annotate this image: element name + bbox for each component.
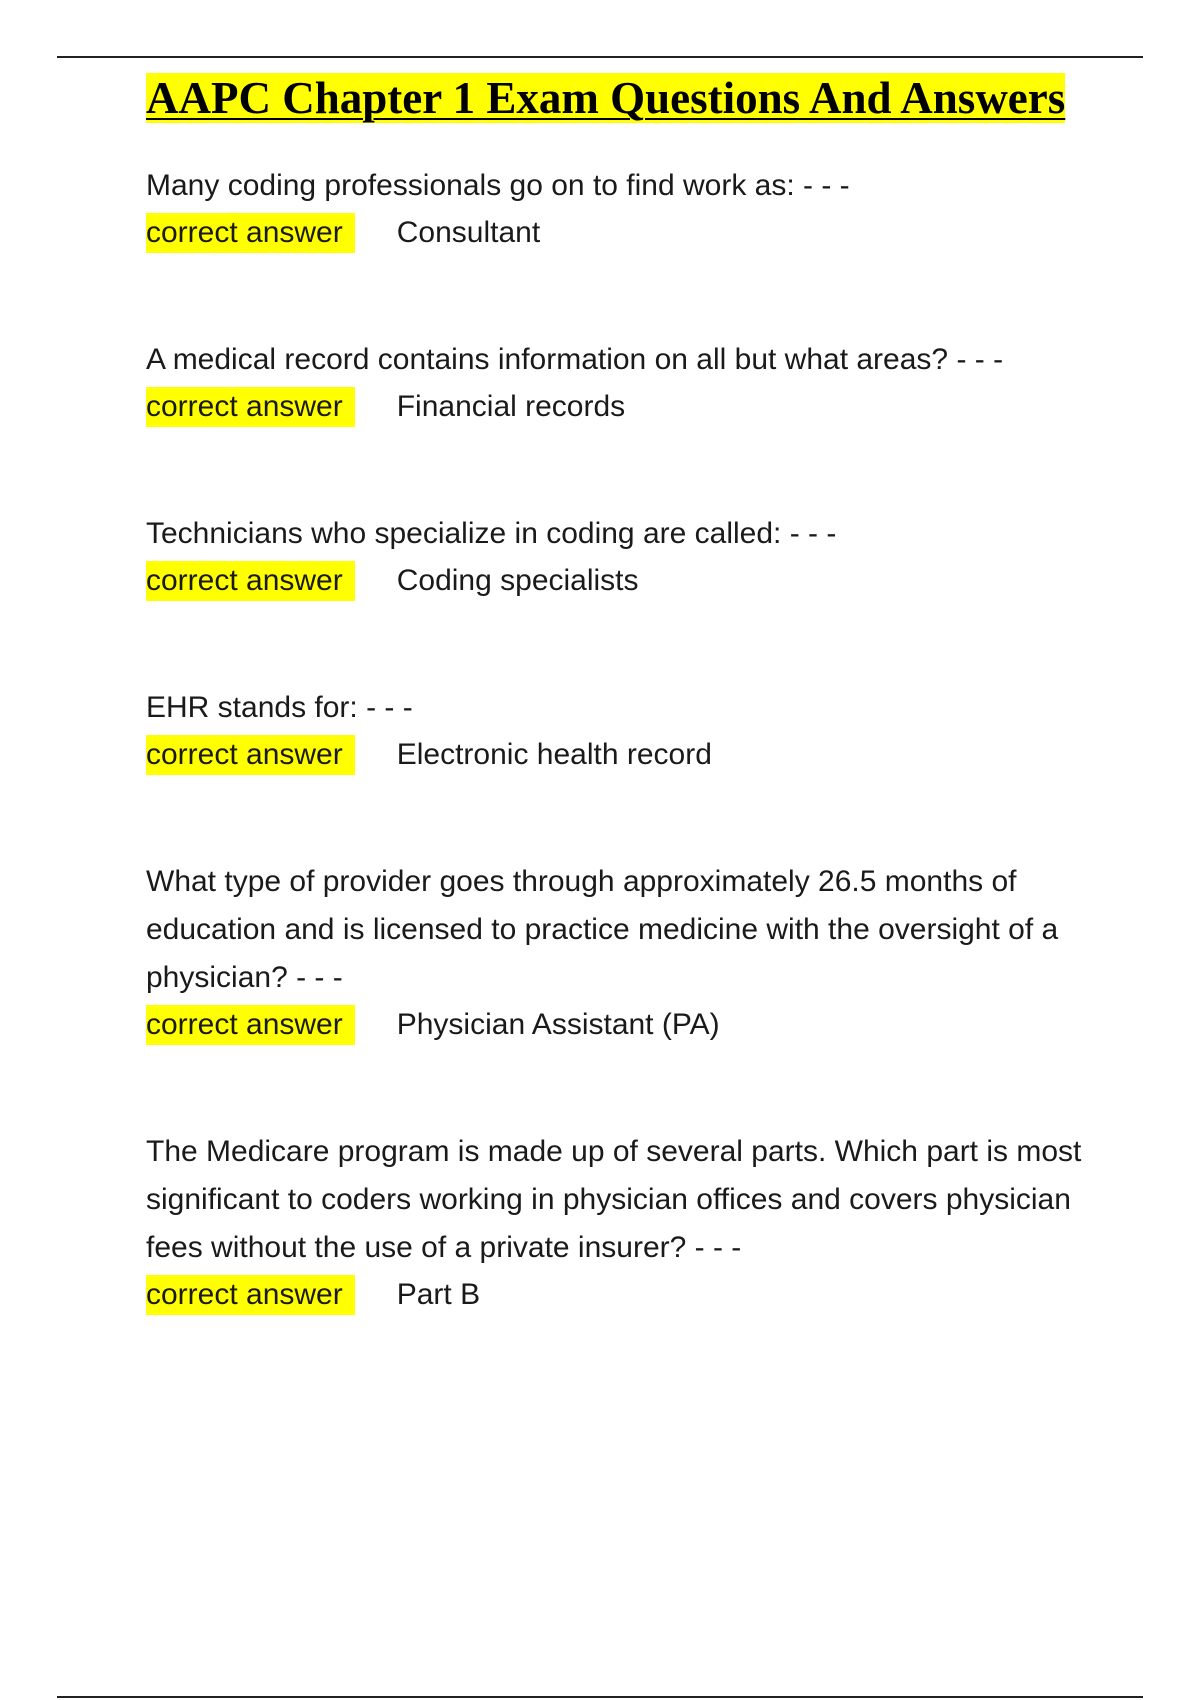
- answer-row: [146, 1002, 1106, 1048]
- correct-answer-label: correct answer: [146, 561, 355, 601]
- qa-item-1: [146, 162, 1106, 256]
- document-title: [146, 70, 1106, 126]
- answer-text: Coding specialists: [396, 564, 639, 597]
- qa-item-3: [146, 510, 1106, 604]
- qa-item-2: [146, 336, 1106, 430]
- top-rule: [57, 56, 1143, 58]
- answer-text: Electronic health record: [396, 738, 712, 771]
- bottom-rule: [57, 1696, 1143, 1698]
- qa-item-4: [146, 684, 1106, 778]
- correct-answer-label: correct answer: [146, 1275, 355, 1315]
- correct-answer-label: correct answer: [146, 213, 355, 253]
- question-text: Many coding professionals go on to find work as: - - -: [146, 169, 850, 202]
- answer-row: [146, 384, 1106, 430]
- correct-answer-label: correct answer: [146, 387, 355, 427]
- answer-row: [146, 210, 1106, 256]
- question-text: The Medicare program is made up of several parts. Which part is most significant to coders working in physician offices and covers physician fees without the use of a private insurer? - - -: [146, 1135, 1082, 1264]
- question-text: Technicians who specialize in coding are called: - - -: [146, 517, 837, 550]
- answer-row: [146, 732, 1106, 778]
- answer-row: [146, 1272, 1106, 1318]
- answer-row: [146, 558, 1106, 604]
- document-body: [146, 70, 1106, 1318]
- answer-text: Consultant: [396, 216, 541, 249]
- correct-answer-label: correct answer: [146, 1005, 355, 1045]
- question-text: EHR stands for: - - -: [146, 691, 413, 724]
- document-title-text: AAPC Chapter 1 Exam Questions And Answers: [146, 73, 1066, 123]
- answer-text: Physician Assistant (PA): [396, 1008, 720, 1041]
- question-text: A medical record contains information on all but what areas? - - -: [146, 343, 1004, 376]
- correct-answer-label: correct answer: [146, 735, 355, 775]
- question-text: What type of provider goes through approximately 26.5 months of education and is licensed to practice medicine with the oversight of a physician? - - -: [146, 865, 1059, 994]
- answer-text: Part B: [396, 1278, 481, 1311]
- answer-text: Financial records: [396, 390, 626, 423]
- qa-item-5: [146, 858, 1106, 1048]
- qa-item-6: [146, 1128, 1106, 1318]
